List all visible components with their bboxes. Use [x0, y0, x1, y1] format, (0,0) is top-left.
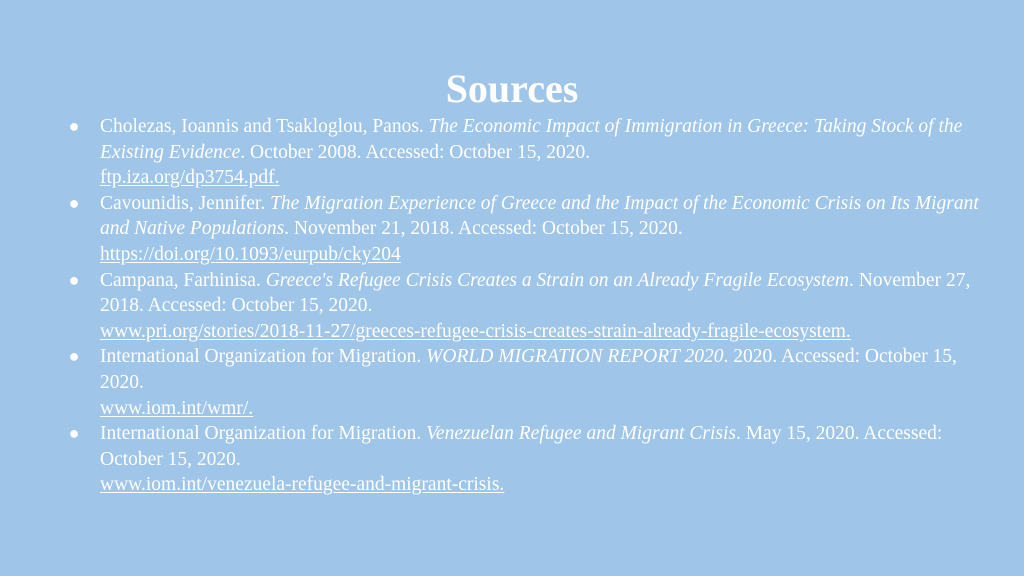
- bullet-icon: ●: [68, 192, 80, 213]
- source-work-title: Venezuelan Refugee and Migrant Crisis: [426, 423, 736, 445]
- source-work-title: Greece's Refugee Crisis Creates a Strain on an Already Fragile Ecosystem: [265, 269, 850, 291]
- source-details: . November 21, 2018. Accessed: October 15, 2020.: [284, 218, 683, 240]
- source-work-title: WORLD MIGRATION REPORT 2020: [426, 346, 724, 368]
- source-details: . October 2008. Accessed: October 15, 2020.: [240, 141, 591, 163]
- source-author: International Organization for Migration.: [100, 423, 427, 445]
- source-link[interactable]: ftp.iza.org/dp3754.pdf.: [100, 167, 280, 189]
- source-author: Cavounidis, Jennifer.: [100, 192, 271, 214]
- source-author: International Organization for Migration.: [100, 346, 427, 368]
- source-details: . May 15, 2020. Accessed: October 15, 2020.: [100, 423, 943, 470]
- bullet-icon: ●: [68, 116, 80, 136]
- source-link[interactable]: www.iom.int/venezuela-refugee-and-migrant-crisis.: [100, 474, 505, 496]
- source-link[interactable]: https://doi.org/10.1093/eurpub/cky204: [100, 243, 401, 265]
- source-details: . November 27, 2018. Accessed: October 15, 2020.: [100, 269, 971, 317]
- source-work-title: The Economic Impact of Immigration in Greece: Taking Stock of the Existing Evidence: [100, 116, 963, 163]
- bullet-icon: ●: [68, 423, 80, 444]
- source-item-2: [68, 191, 980, 268]
- bullet-icon: ●: [68, 346, 80, 367]
- source-author: Cholezas, Ioannis and Tsakloglou, Panos.: [100, 116, 429, 137]
- bullet-icon: ●: [68, 269, 80, 290]
- slide-title: Sources: [445, 66, 579, 111]
- source-item-5: [68, 421, 980, 498]
- source-link[interactable]: www.iom.int/wmr/.: [100, 397, 254, 419]
- source-item-1: [68, 114, 980, 191]
- source-link[interactable]: www.pri.org/stories/2018-11-27/greeces-refugee-crisis-creates-strain-already-fragile-ecosystem.: [100, 320, 851, 342]
- source-details: . 2020. Accessed: October 15, 2020.: [100, 346, 957, 393]
- source-work-title: The Migration Experience of Greece and the Impact of the Economic Crisis on Its Migrant and Native Populations: [100, 192, 979, 240]
- source-item-4: [68, 344, 980, 421]
- sources-list: [68, 114, 980, 498]
- source-item-3: [68, 268, 980, 345]
- source-author: Campana, Farhinisa.: [100, 269, 266, 291]
